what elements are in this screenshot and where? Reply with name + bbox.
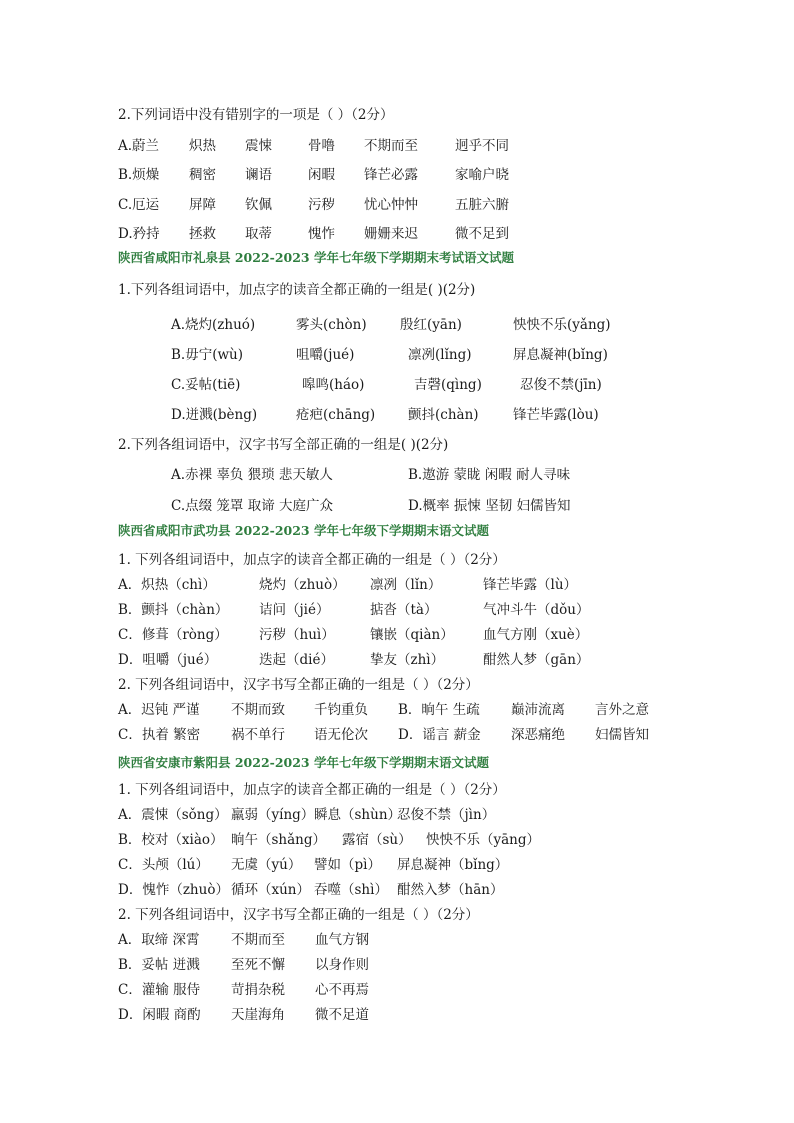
option-word: 譬如（pì） xyxy=(314,857,381,873)
option-word: 迥乎不同 xyxy=(455,138,509,154)
option-word: 苛捐杂税 xyxy=(231,982,285,998)
section-heading: 陕西省咸阳市礼泉县 2022-2023 学年七年级下学期期末考试语文试题 xyxy=(118,250,514,265)
option-word: 微不足道 xyxy=(315,1007,369,1023)
option-word: 五脏六腑 xyxy=(455,197,509,213)
option-word: 气冲斗牛（dǒu） xyxy=(483,602,590,618)
option-word: 谰语 xyxy=(245,167,272,183)
option-word: 千钧重负 xyxy=(314,702,368,718)
option-word: B.毋宁(wù) xyxy=(171,347,243,363)
option-word: 不期而致 xyxy=(231,702,285,718)
option-word: 污秽（huì） xyxy=(259,627,335,643)
option-word: A.赤裸 辜负 猥琐 悲天敏人 xyxy=(171,467,333,483)
option-word: 拯救 xyxy=(189,226,216,242)
option-word: 迭起（dié） xyxy=(259,652,334,668)
option-word: A．迟钝 严谨 xyxy=(118,702,200,718)
option-word: 血气方刚（xuè） xyxy=(483,627,589,643)
option-word: 酣然入梦（hān） xyxy=(397,882,504,898)
option-word: 凛冽（lǐn） xyxy=(370,577,442,593)
section-heading: 陕西省安康市紫阳县 2022-2023 学年七年级下学期期末语文试题 xyxy=(118,755,489,770)
option-word: 稠密 xyxy=(189,167,216,183)
option-word: C．执着 繁密 xyxy=(118,727,201,743)
option-word: C.妥帖(tiē) xyxy=(171,377,241,393)
option-word: 羸弱（yíng） xyxy=(231,807,315,823)
option-word: C.点缀 笼罩 取谛 大庭广众 xyxy=(171,498,334,514)
option-word: 怏怏不乐（yāng） xyxy=(426,832,541,848)
option-word: 烧灼（zhuò） xyxy=(259,577,346,593)
option-word: D.迸溅(bèng) xyxy=(171,407,258,423)
question-stem: 2.下列各组词语中，汉字书写全部正确的一组是( )(2分) xyxy=(118,437,449,453)
option-word: 酣然人梦（gān） xyxy=(483,652,590,668)
option-word: D．愧怍（zhuò） xyxy=(118,882,229,898)
option-word: 吉磬(qìng) xyxy=(414,377,482,393)
option-word: 掂沓（tà） xyxy=(370,602,438,618)
question-stem: 1.下列各组词语中，加点字的读音全都正确的一组是( )(2分) xyxy=(118,282,476,298)
option-word: 巅沛流离 xyxy=(511,702,565,718)
option-word: 嗥鸣(háo) xyxy=(302,377,365,393)
option-word: 咀嚼(jué) xyxy=(296,347,355,363)
option-word: A．取缔 深霄 xyxy=(118,932,200,948)
question-stem: 2. 下列各组词语中，汉字书写全都正确的一组是（ ）（2分） xyxy=(118,677,479,693)
option-word: B．校对（xiào） xyxy=(118,832,224,848)
option-word: 忍俊不禁（jìn） xyxy=(397,807,496,823)
option-word: 屏障 xyxy=(189,197,216,213)
option-word: 炽热 xyxy=(189,138,216,154)
option-word: C．修葺（ròng） xyxy=(118,627,228,643)
option-word: B.烦燥 xyxy=(118,167,160,183)
option-word: 吞噬（shì） xyxy=(314,882,388,898)
option-word: 祸不单行 xyxy=(231,727,285,743)
option-word: 语无伦次 xyxy=(314,727,368,743)
option-word: D．咀嚼（jué） xyxy=(118,652,218,668)
option-word: 心不再焉 xyxy=(315,982,369,998)
option-word: 不期而至 xyxy=(364,138,418,154)
option-word: 挚友（zhì） xyxy=(370,652,445,668)
option-word: B．妥帖 迸溅 xyxy=(118,957,200,973)
option-word: C．灌输 服侍 xyxy=(118,982,201,998)
option-word: 钦佩 xyxy=(245,197,272,213)
option-word: 家喻户晓 xyxy=(455,167,509,183)
option-word: 循环（xún） xyxy=(231,882,311,898)
option-word: D．谣言 薪金 xyxy=(398,727,481,743)
option-word: 深恶痛绝 xyxy=(511,727,565,743)
question-stem: 2. 下列各组词语中，汉字书写全都正确的一组是（ ）（2分） xyxy=(118,907,479,923)
option-word: 颤抖(chàn) xyxy=(408,407,479,423)
option-word: 瞬息（shùn） xyxy=(314,807,402,823)
option-word: C．头颅（lú） xyxy=(118,857,209,873)
option-word: 露宿（sù） xyxy=(342,832,412,848)
option-word: 以身作则 xyxy=(315,957,369,973)
option-word: 忍俊不禁(jīn) xyxy=(520,377,602,393)
question-stem: 2.下列词语中没有错别字的一项是（ ）（2分） xyxy=(118,107,394,123)
option-word: 怏怏不乐(yǎng) xyxy=(513,317,611,333)
option-word: D.概率 振悚 坚韧 妇儒皆知 xyxy=(408,498,571,514)
option-word: 忧心忡忡 xyxy=(364,197,418,213)
option-word: C.厄运 xyxy=(118,197,160,213)
option-word: A.烧灼(zhuó) xyxy=(171,317,256,333)
option-word: 言外之意 xyxy=(595,702,649,718)
option-word: B.遨游 蒙眬 闲暇 耐人寻味 xyxy=(408,467,571,483)
option-word: D．闲暇 商酌 xyxy=(118,1007,201,1023)
option-word: A．震悚（sǒng） xyxy=(118,807,228,823)
option-word: 锋芒毕露（lù） xyxy=(483,577,578,593)
option-word: 凛冽(lǐng) xyxy=(408,347,472,363)
option-word: B．晌午 生疏 xyxy=(398,702,480,718)
option-word: 殷红(yān) xyxy=(400,317,462,333)
option-word: 污秽 xyxy=(308,197,335,213)
question-stem: 1. 下列各组词语中，加点字的读音全都正确的一组是（ ）（2分） xyxy=(118,552,506,568)
option-word: A．炽热（chì） xyxy=(118,577,216,593)
section-heading: 陕西省咸阳市武功县 2022-2023 学年七年级下学期期末语文试题 xyxy=(118,523,489,538)
option-word: 血气方钢 xyxy=(315,932,369,948)
option-word: 疮疤(chāng) xyxy=(296,407,376,423)
option-word: 姗姗来迟 xyxy=(364,226,418,242)
option-word: 晌午（shǎng） xyxy=(231,832,327,848)
option-word: 屏息凝神(bǐng) xyxy=(513,347,608,363)
option-word: 屏息凝神（bǐng） xyxy=(397,857,509,873)
option-word: 雾头(chòn) xyxy=(296,317,367,333)
option-word: 妇儒皆知 xyxy=(595,727,649,743)
option-word: 无虞（yú） xyxy=(231,857,302,873)
option-word: 镶嵌（qiàn） xyxy=(370,627,454,643)
option-word: 骨噜 xyxy=(308,138,335,154)
option-word: A.蔚兰 xyxy=(118,138,160,154)
option-word: 锋芒必露 xyxy=(364,167,418,183)
option-word: B．颤抖（chàn） xyxy=(118,602,229,618)
option-word: D.矜持 xyxy=(118,226,160,242)
option-word: 天崖海角 xyxy=(231,1007,285,1023)
option-word: 愧怍 xyxy=(308,226,335,242)
option-word: 闲暇 xyxy=(308,167,335,183)
option-word: 至死不懈 xyxy=(231,957,285,973)
option-word: 微不足到 xyxy=(455,226,509,242)
option-word: 取蒂 xyxy=(245,226,272,242)
option-word: 不期而至 xyxy=(231,932,285,948)
question-stem: 1. 下列各组词语中，加点字的读音全都正确的一组是（ ）（2分） xyxy=(118,782,506,798)
option-word: 震悚 xyxy=(245,138,272,154)
option-word: 锋芒毕露(lòu) xyxy=(513,407,599,423)
option-word: 诘问（jié） xyxy=(259,602,330,618)
